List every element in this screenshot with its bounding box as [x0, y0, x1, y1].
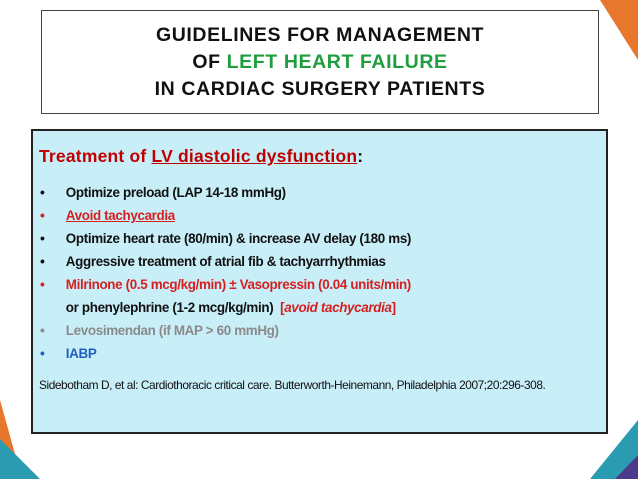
title-box — [41, 10, 599, 114]
bullet-marker: • — [39, 276, 45, 292]
bracket-open: [ — [280, 300, 285, 315]
bullet-marker: • — [39, 184, 45, 200]
bullet-text: Aggressive treatment of atrial fib & tachyarrhythmias — [65, 254, 386, 269]
section-heading — [39, 145, 606, 167]
title-line-1: GUIDELINES FOR MANAGEMENT — [155, 23, 485, 46]
bullet-text: IABP — [65, 346, 97, 361]
bracket-close: ] — [391, 300, 396, 315]
content-box — [31, 129, 608, 434]
title-line-2 — [192, 49, 447, 76]
bullet-item — [39, 181, 602, 204]
bullet-item — [39, 227, 602, 250]
bullet-marker: • — [39, 322, 45, 338]
bracket-note: avoid tachycardia — [284, 300, 392, 315]
title-line-2-prefix: OF — [192, 50, 227, 73]
bullet-marker: • — [39, 230, 45, 246]
bullet-text: Levosimendan (if MAP > 60 mmHg) — [65, 323, 279, 338]
decor-shape-bottom-left-teal — [0, 439, 40, 479]
title-line-3: IN CARDIAC SURGERY PATIENTS — [154, 77, 486, 100]
bullet-list — [39, 181, 606, 365]
bullet-item — [39, 319, 602, 342]
bullet-continuation: or phenylephrine (1-2 mcg/kg/min) — [65, 300, 274, 315]
heading-suffix: : — [357, 146, 364, 166]
heading-underlined: LV diastolic dysfunction — [151, 146, 358, 166]
bullet-marker: • — [39, 253, 45, 269]
bullet-item — [39, 342, 602, 365]
bullet-text: Avoid tachycardia — [65, 208, 175, 223]
bullet-text: Optimize heart rate (80/min) & increase AV delay (180 ms) — [65, 231, 412, 246]
bullet-text: Milrinone (0.5 mcg/kg/min) ± Vasopressin (0.04 units/min) — [65, 277, 411, 292]
heading-prefix: Treatment of — [39, 146, 152, 166]
bullet-item — [39, 250, 602, 273]
citation: Sidebotham D, et al: Cardiothoracic critical care. Butterworth-Heinemann, Philadelphia 2007;20:296-308. — [39, 378, 546, 392]
bullet-item — [39, 273, 602, 319]
bullet-text: Optimize preload (LAP 14-18 mmHg) — [65, 185, 286, 200]
bullet-item — [39, 204, 602, 227]
bullet-marker: • — [39, 207, 45, 223]
bullet-marker: • — [39, 345, 45, 361]
title-highlight: LEFT HEART FAILURE — [226, 50, 448, 73]
decor-shape-top-right-orange — [600, 0, 638, 60]
